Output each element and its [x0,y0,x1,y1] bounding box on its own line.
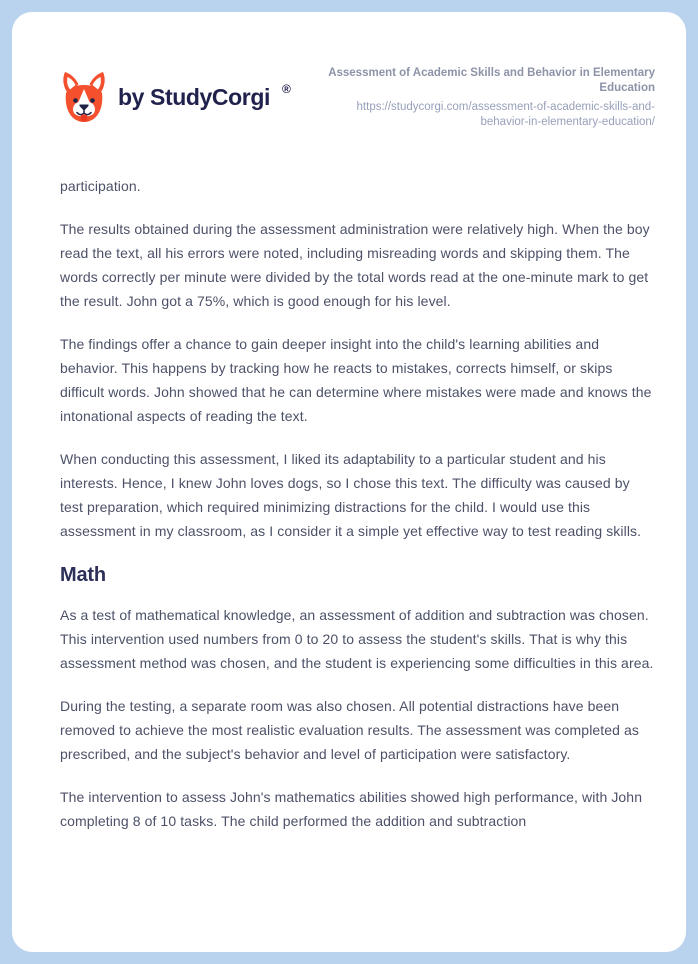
document-header [59,66,655,129]
essay-paragraph: The findings offer a chance to gain deeper insight into the child's learning abilities and behavior. This happens by tracking how he reacts to mistakes, corrects himself, or skips difficult words. John showed that he can determine where mistakes were made and knows the intonational aspects of reading the text. [60,336,652,424]
document-card [12,12,686,952]
essay-body [60,174,655,833]
essay-paragraph-fragment: participation. [60,178,141,194]
brand-name: by StudyCorgi [118,84,270,110]
document-title: Assessment of Academic Skills and Behavior in Elementary Education [328,67,655,94]
essay-paragraph: During the testing, a separate room was also chosen. All potential distractions have been removed to achieve the most realistic evaluation results. The assessment was completed as prescribed, and the subject's behavior and level of participation were satisfactory. [60,698,640,762]
document-meta [309,66,655,129]
document-url-link[interactable]: https://studycorgi.com/assessment-of-academic-skills-and-behavior-in-elementary-education/ [356,101,655,128]
essay-paragraph: The results obtained during the assessment administration were relatively high. When the boy read the text, all his errors were noted, including misreading words and skipping them. The words correctly per minute were divided by the total words read at the one-minute mark to get the result. John got a 75%, which is good enough for his level. [60,221,650,309]
studycorgi-logo[interactable] [59,71,291,125]
corgi-face-icon [59,71,109,125]
registered-trademark-symbol: ® [281,81,291,96]
essay-paragraph: As a test of mathematical knowledge, an assessment of addition and subtraction was chosen. This intervention used numbers from 0 to 20 to assess the student's skills. That is why this assessment method was chosen, and the student is experiencing some difficulties in this area. [60,607,654,671]
math-section-heading: Math [60,564,106,586]
essay-paragraph-truncated: The intervention to assess John's mathematics abilities showed high performance, with John completing 8 of 10 tasks. The child performed the addition and subtraction [60,789,643,829]
essay-paragraph: When conducting this assessment, I liked its adaptability to a particular student and his interests. Hence, I knew John loves dogs, so I chose this text. The difficulty was caused by test preparation, which required minimizing distractions for the child. I would use this assessment in my classroom, as I consider it a simple yet effective way to test reading skills. [60,451,642,539]
